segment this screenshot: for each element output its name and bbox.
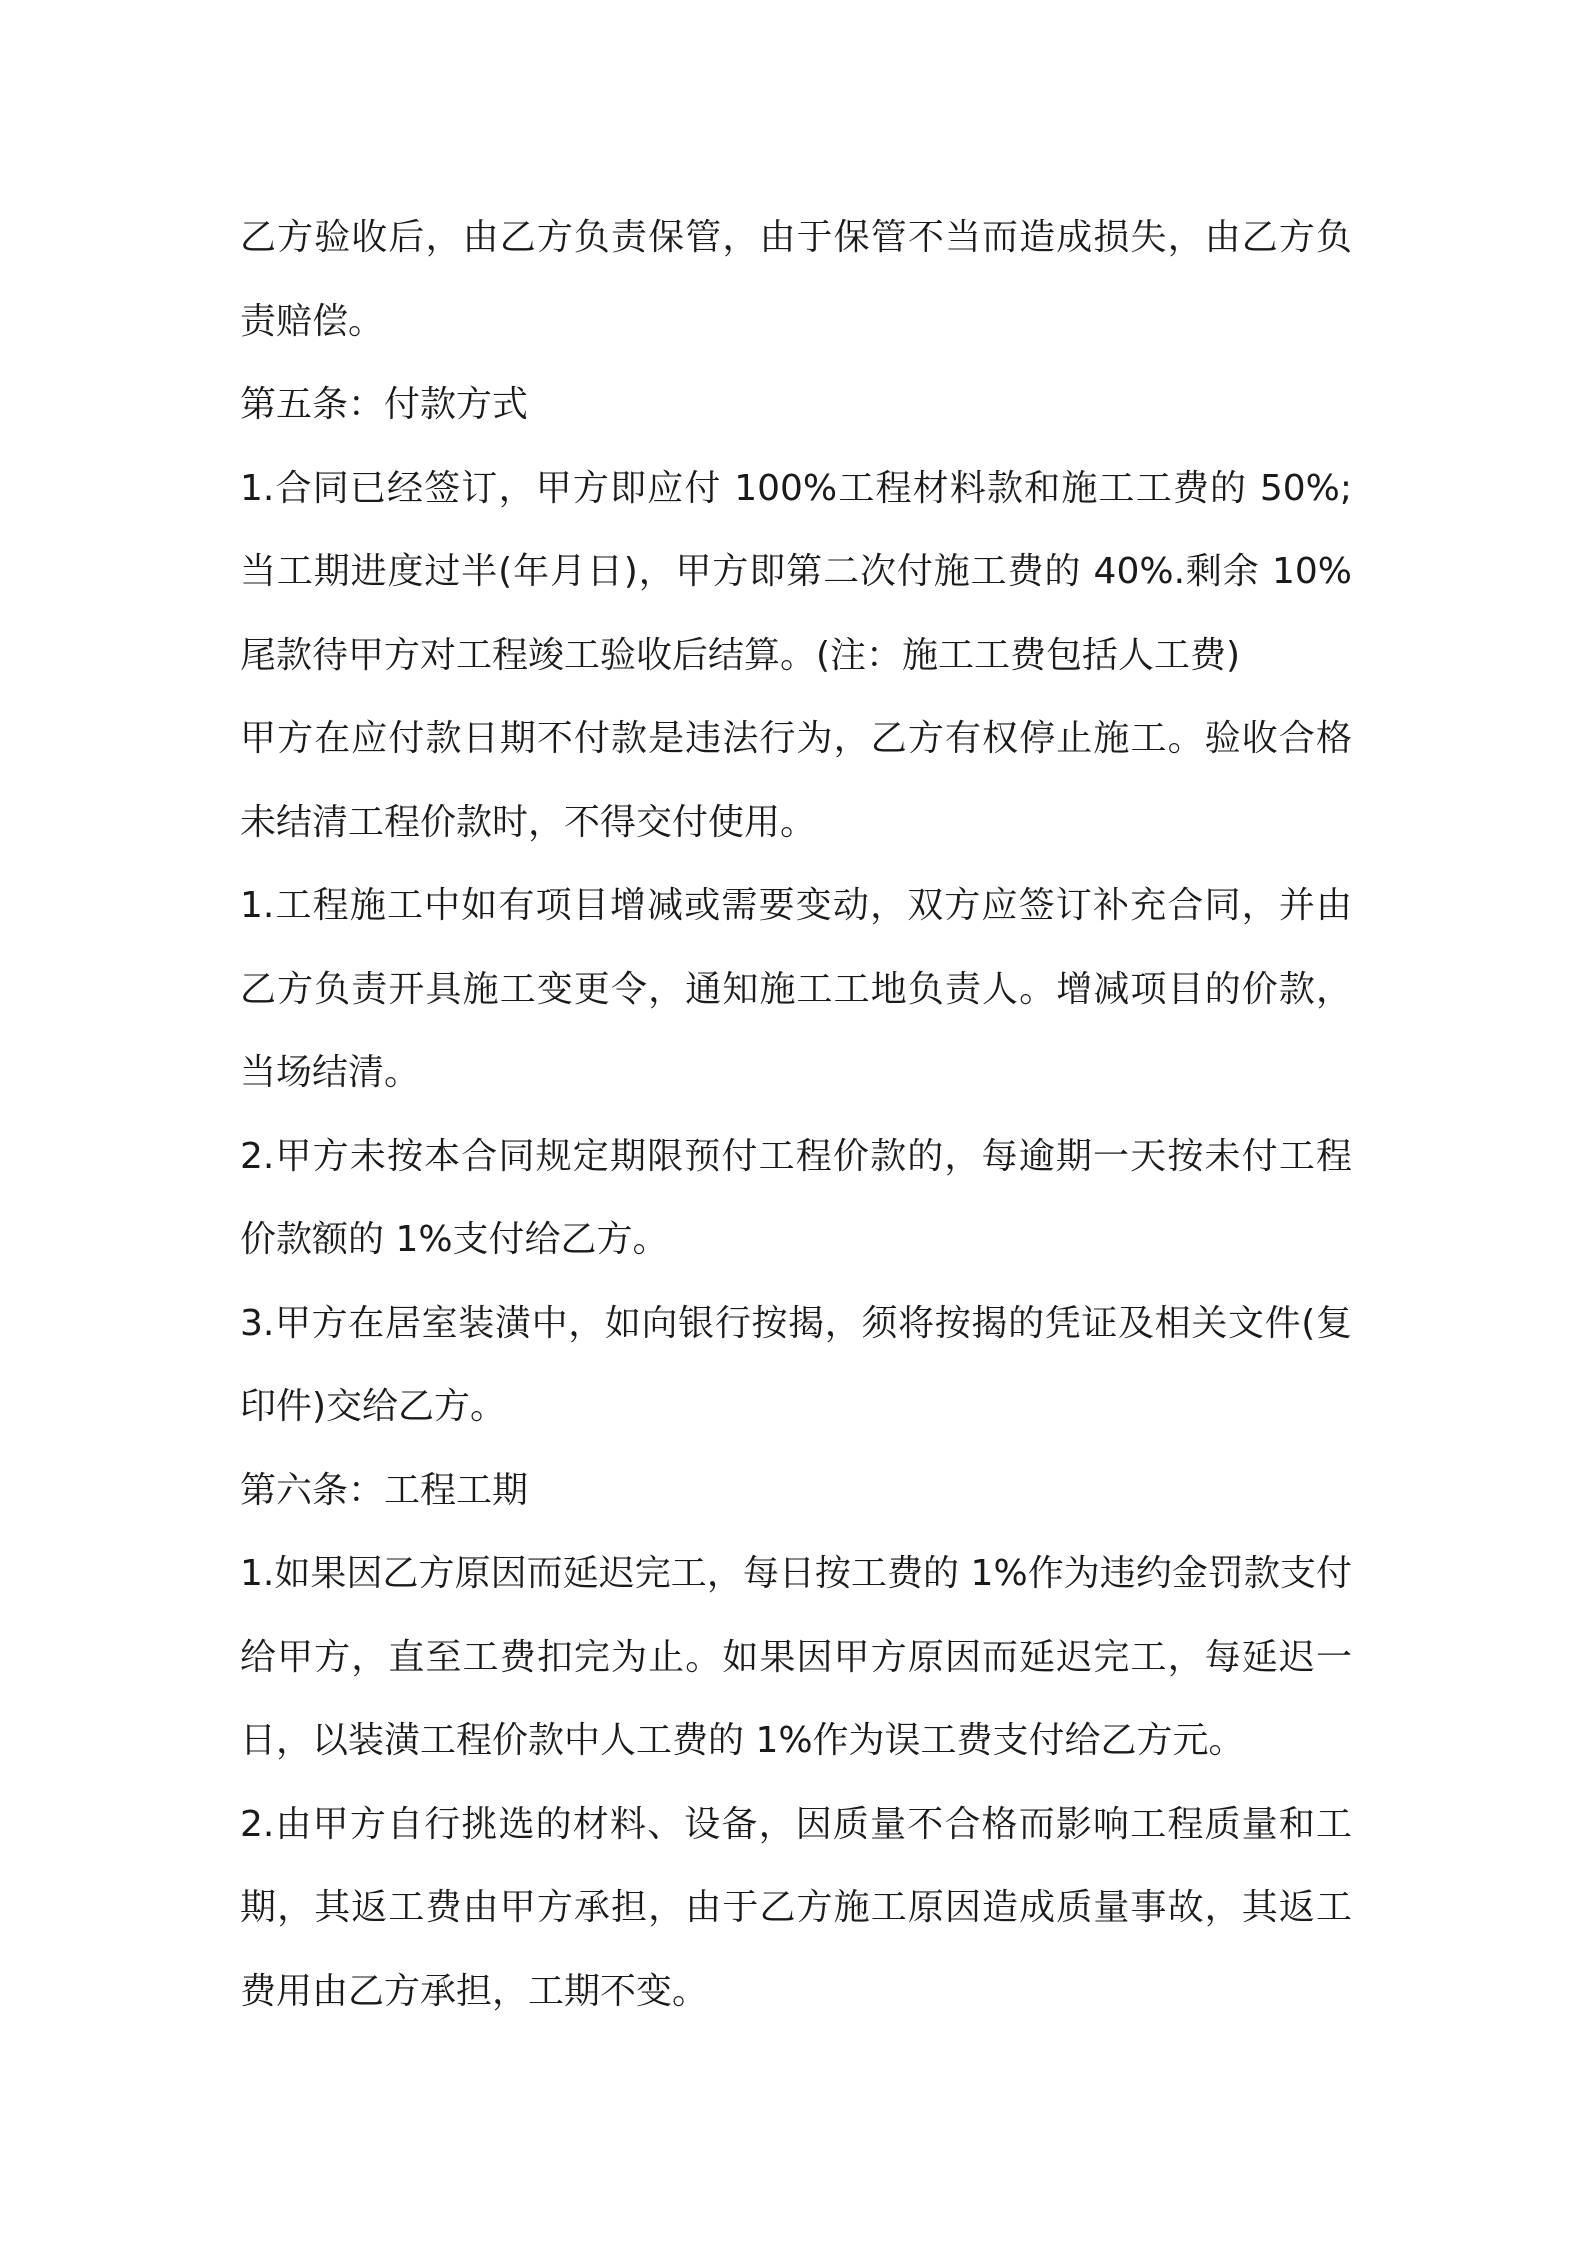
clause-paragraph: 3.甲方在居室装潢中，如向银行按揭，须将按揭的凭证及相关文件(复印件)交给乙方。 (240, 1302, 1352, 1427)
clause-paragraph: 1.合同已经签订，甲方即应付 100%工程材料款和施工工费的 50%;当工期进度过半(年月日)，甲方即第二次付施工费的 40%.剩余 10%尾款待甲方对工程竣工验收后结算。(注：施工工费包括人工费) (240, 467, 1352, 676)
section-heading: 第六条：工程工期 (240, 1469, 529, 1511)
clause-paragraph: 1.工程施工中如有项目增减或需要变动，双方应签订补充合同，并由乙方负责开具施工变更令，通知施工工地负责人。增减项目的价款，当场结清。 (240, 885, 1352, 1093)
clause-paragraph: 1.如果因乙方原因而延迟完工，每日按工费的 1%作为违约金罚款支付给甲方，直至工费扣完为止。如果因甲方原因而延迟完工，每延迟一日，以装潢工程价款中人工费的 1%作为误工费支付给乙方元。 (240, 1553, 1352, 1761)
document-body (240, 196, 1352, 2033)
clause-paragraph: 2.甲方未按本合同规定期限预付工程价款的，每逾期一天按未付工程价款额的 1%支付给乙方。 (240, 1135, 1352, 1260)
section-heading: 第五条：付款方式 (240, 384, 529, 425)
clause-paragraph: 2.由甲方自行挑选的材料、设备，因质量不合格而影响工程质量和工期，其返工费由甲方承担，由于乙方施工原因造成质量事故，其返工费用由乙方承担，工期不变。 (240, 1803, 1352, 2012)
clause-paragraph: 乙方验收后，由乙方负责保管，由于保管不当而造成损失，由乙方负责赔偿。 (240, 217, 1352, 342)
clause-paragraph: 甲方在应付款日期不付款是违法行为，乙方有权停止施工。验收合格未结清工程价款时，不得交付使用。 (240, 718, 1352, 843)
